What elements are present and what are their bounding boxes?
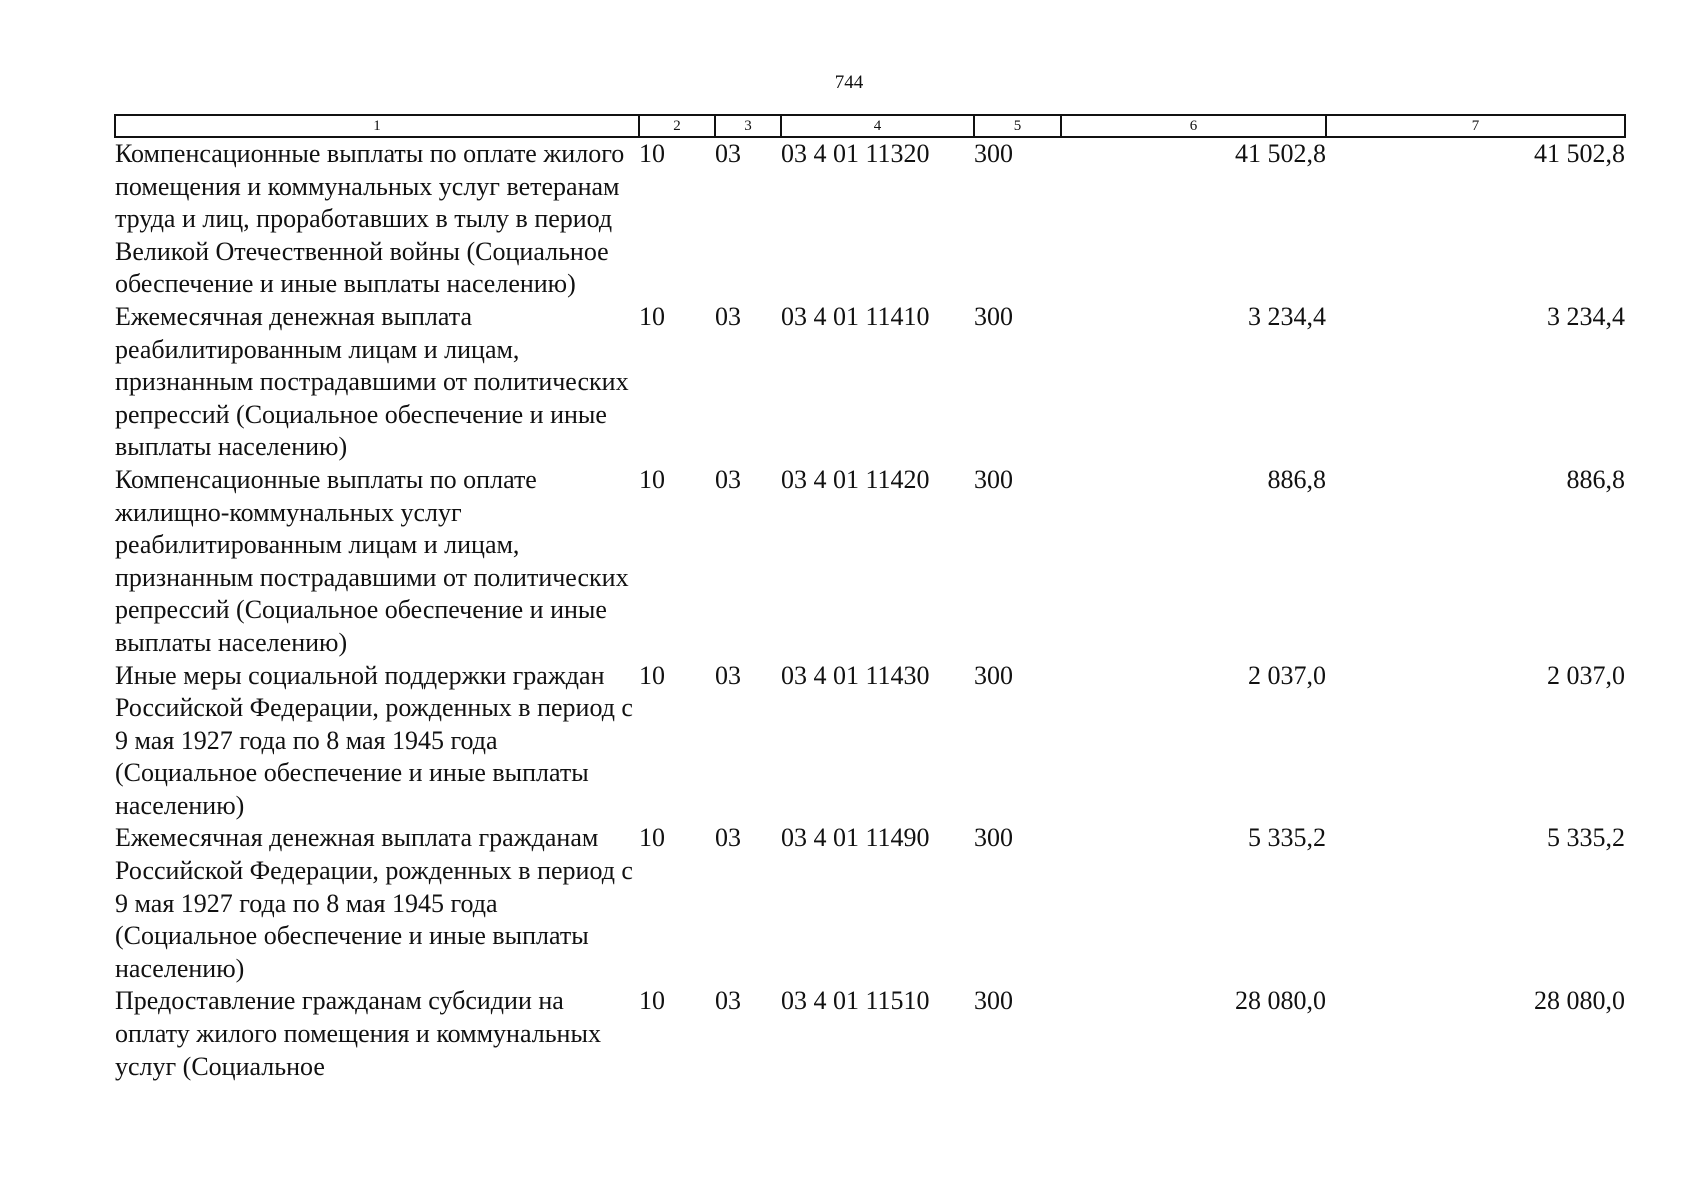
amount-column-7: 5 335,2	[1547, 823, 1625, 853]
expense-name: Ежемесячная денежная выплата реабилитированным лицам и лицам, признанным пострадавшими от политических репрессий (Социальное обеспечение и иные выплаты населению)	[115, 301, 629, 462]
subsection-code: 03	[715, 464, 741, 494]
expense-name: Компенсационные выплаты по оплате жилищно-коммунальных услуг реабилитированным лицам и лицам, признанным пострадавшими от политических репрессий (Социальное обеспечение и иные выплаты населению)	[115, 464, 629, 657]
expense-name: Компенсационные выплаты по оплате жилого помещения и коммунальных услуг ветеранам труда и лиц, проработавших в тылу в период Великой Отечественной войны (Социальное обеспечение и иные выплаты населению)	[115, 139, 625, 299]
target-article-code: 03 4 01 11420	[781, 464, 930, 494]
amount-column-7: 41 502,8	[1534, 139, 1625, 168]
table-row	[115, 137, 1625, 301]
column-number-5: 5	[974, 115, 1061, 137]
expense-type-code: 300	[974, 986, 1013, 1016]
target-article-code: 03 4 01 11510	[781, 986, 930, 1016]
section-code: 10	[639, 301, 665, 331]
subsection-code: 03	[715, 660, 741, 690]
target-article-code: 03 4 01 11490	[781, 823, 930, 853]
table-row	[115, 464, 1625, 660]
amount-column-6: 886,8	[1267, 464, 1326, 494]
amount-column-6: 2 037,0	[1248, 660, 1326, 690]
amount-column-6: 41 502,8	[1235, 139, 1326, 168]
target-article-code: 03 4 01 11320	[781, 139, 930, 168]
section-code: 10	[639, 464, 665, 494]
column-number-3: 3	[715, 115, 781, 137]
expense-type-code: 300	[974, 660, 1013, 690]
target-article-code: 03 4 01 11430	[781, 660, 930, 690]
amount-column-7: 28 080,0	[1534, 986, 1625, 1016]
amount-column-7: 2 037,0	[1547, 660, 1625, 690]
section-code: 10	[639, 139, 665, 168]
expense-type-code: 300	[974, 139, 1013, 168]
column-number-row	[115, 115, 1625, 137]
column-number-1: 1	[115, 115, 639, 137]
column-number-2: 2	[639, 115, 715, 137]
column-number-6: 6	[1061, 115, 1326, 137]
column-number-7: 7	[1326, 115, 1625, 137]
subsection-code: 03	[715, 823, 741, 853]
subsection-code: 03	[715, 986, 741, 1016]
amount-column-7: 886,8	[1566, 464, 1625, 494]
table-body	[115, 137, 1625, 1083]
expense-name: Предоставление гражданам субсидии на оплату жилого помещения и коммунальных услуг (Социальное	[115, 986, 601, 1081]
expense-name: Иные меры социальной поддержки граждан Российской Федерации, рожденных в период с 9 мая 1927 года по 8 мая 1945 года (Социальное обеспечение и иные выплаты населению)	[115, 660, 633, 820]
target-article-code: 03 4 01 11410	[781, 301, 930, 331]
amount-column-6: 3 234,4	[1248, 301, 1326, 331]
expense-type-code: 300	[974, 301, 1013, 331]
table-row	[115, 822, 1625, 985]
section-code: 10	[639, 660, 665, 690]
page-number: 744	[834, 72, 864, 93]
subsection-code: 03	[715, 139, 741, 168]
expense-type-code: 300	[974, 464, 1013, 494]
amount-column-7: 3 234,4	[1547, 301, 1625, 331]
expense-name: Ежемесячная денежная выплата гражданам Российской Федерации, рожденных в период с 9 мая 1927 года по 8 мая 1945 года (Социальное обеспечение и иные выплаты населению)	[115, 823, 633, 983]
budget-table	[114, 114, 1626, 1083]
section-code: 10	[639, 986, 665, 1016]
table-row	[115, 660, 1625, 823]
amount-column-6: 5 335,2	[1248, 823, 1326, 853]
table-header	[115, 115, 1625, 137]
expense-type-code: 300	[974, 823, 1013, 853]
amount-column-6: 28 080,0	[1235, 986, 1326, 1016]
table-row	[115, 985, 1625, 1083]
table-row	[115, 301, 1625, 464]
subsection-code: 03	[715, 301, 741, 331]
section-code: 10	[639, 823, 665, 853]
column-number-4: 4	[781, 115, 974, 137]
